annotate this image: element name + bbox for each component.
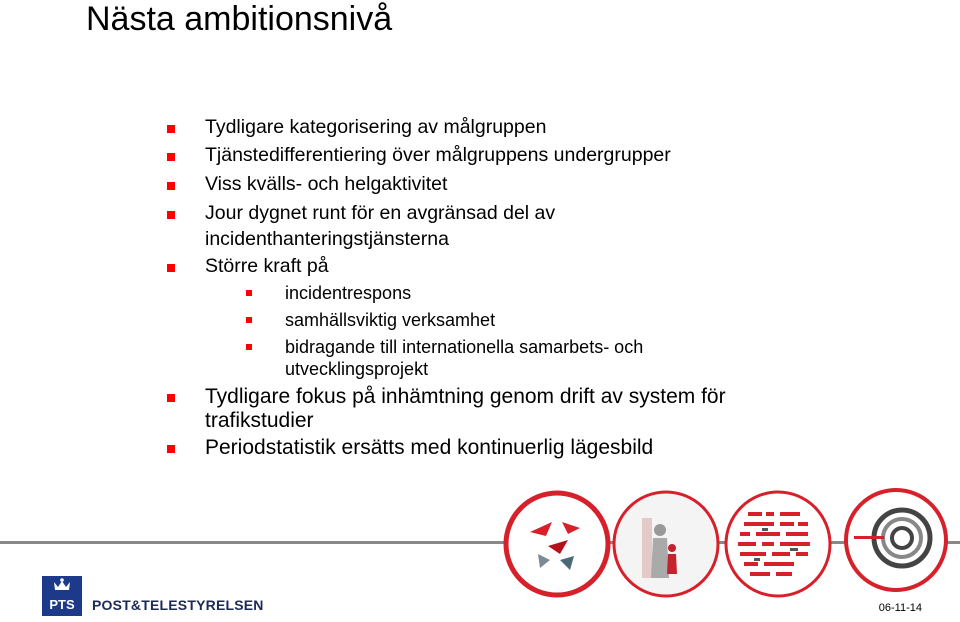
bullet-text: Större kraft på <box>205 255 329 277</box>
sub-bullet-text: samhällsviktig verksamhet <box>285 310 496 330</box>
pts-crown-icon <box>42 576 82 616</box>
bullet-text: Jour dygnet runt för en avgränsad del av <box>205 202 556 224</box>
slide-date: 06-11-14 <box>878 602 922 614</box>
bullet-text-continuation: incidenthanteringstjänsterna <box>205 228 449 250</box>
sub-bullet-marker <box>246 290 252 296</box>
sub-bullet-text: incidentrespons <box>285 283 412 303</box>
people-circle-image <box>614 492 718 596</box>
bullet-text: Tydligare fokus på inhämtning genom drift av system för <box>205 385 726 408</box>
bullet-marker <box>167 264 175 272</box>
concentric-circle-image <box>846 490 946 590</box>
sub-bullet-marker <box>246 344 252 350</box>
pts-logo-text: POST&TELESTYRELSEN <box>92 597 264 613</box>
bullet-marker <box>167 182 175 190</box>
bullet-marker <box>167 445 175 453</box>
bullet-text-continuation: trafikstudier <box>205 409 314 432</box>
bullet-marker <box>167 125 175 133</box>
bullet-text: Viss kvälls- och helgaktivitet <box>205 173 448 195</box>
pattern-circle-image <box>726 492 830 596</box>
pts-mark-letters: PTS <box>49 597 75 612</box>
sub-bullet-marker <box>246 317 252 323</box>
bullet-marker <box>167 153 175 161</box>
slide-title: Nästa ambitionsnivå <box>86 0 393 38</box>
sub-bullet-text: bidragande till internationella samarbets- och <box>285 337 644 357</box>
footer-decorative-images <box>500 488 960 600</box>
bullet-text: Periodstatistik ersätts med kontinuerlig lägesbild <box>205 436 654 459</box>
bullet-text: Tjänstedifferentiering över målgruppens undergrupper <box>205 144 671 166</box>
bullet-text: Tydligare kategorisering av målgruppen <box>205 116 547 138</box>
sub-bullet-text-continuation: utvecklingsprojekt <box>285 359 429 379</box>
bullet-marker <box>167 211 175 219</box>
arrows-circle-image <box>506 493 608 595</box>
bullet-marker <box>167 394 175 402</box>
